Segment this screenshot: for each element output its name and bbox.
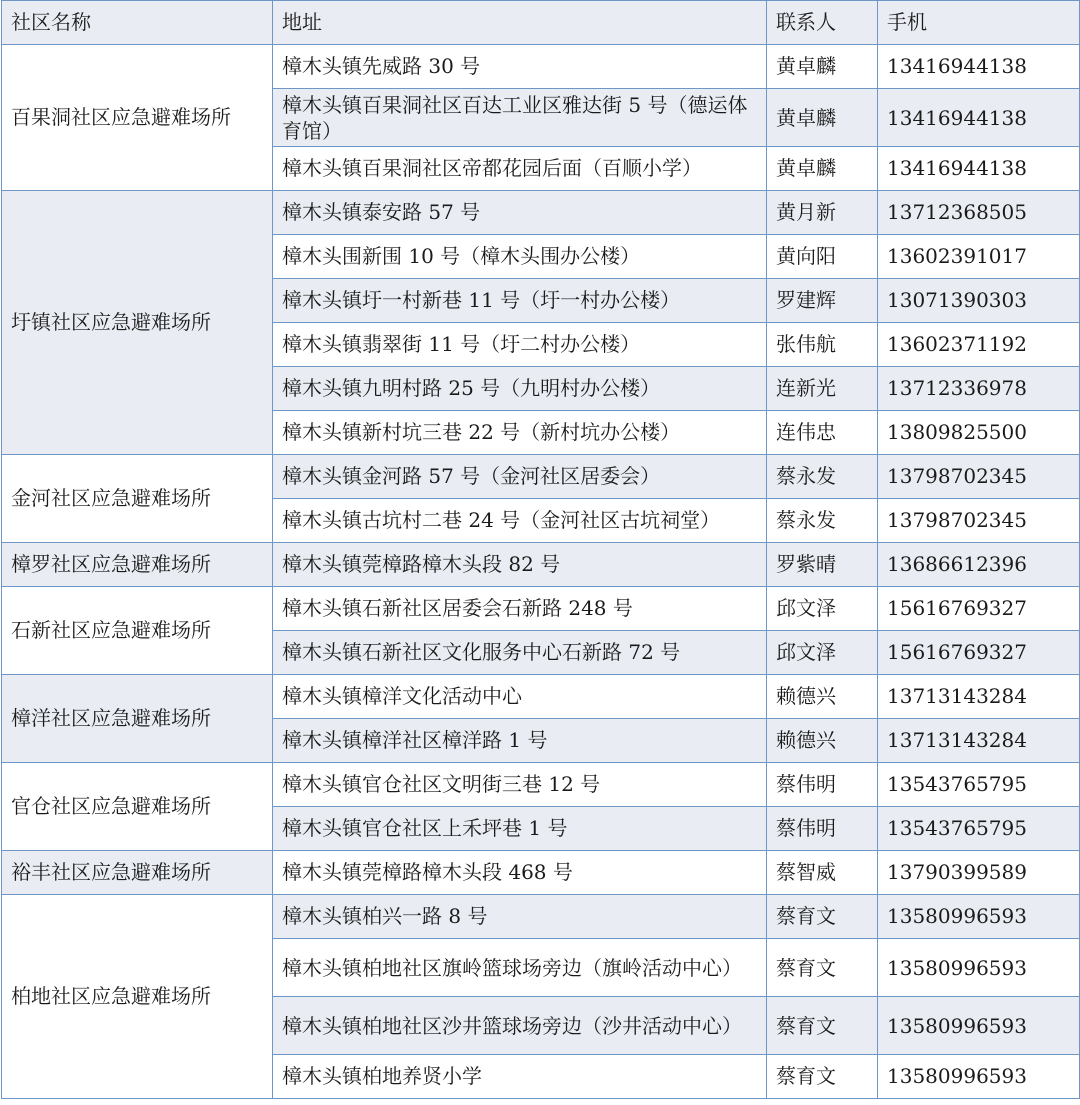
contact-cell: 张伟航 — [767, 323, 878, 367]
header-phone: 手机 — [878, 1, 1080, 45]
phone-cell: 13712368505 — [878, 191, 1080, 235]
address-cell: 樟木头镇柏地社区旗岭篮球场旁边（旗岭活动中心） — [273, 939, 767, 997]
phone-cell: 13071390303 — [878, 279, 1080, 323]
address-cell: 樟木头镇柏地养贤小学 — [273, 1055, 767, 1099]
contact-cell: 邱文泽 — [767, 631, 878, 675]
shelter-table — [1, 0, 1080, 1099]
table-header — [2, 1, 1080, 45]
header-row — [2, 1, 1080, 45]
table-row — [2, 455, 1080, 499]
address-cell: 樟木头镇樟洋文化活动中心 — [273, 675, 767, 719]
table-row — [2, 851, 1080, 895]
table-body — [2, 45, 1080, 1099]
table-row — [2, 191, 1080, 235]
header-address: 地址 — [273, 1, 767, 45]
address-cell: 樟木头镇官仓社区文明街三巷 12 号 — [273, 763, 767, 807]
contact-cell: 罗建辉 — [767, 279, 878, 323]
contact-cell: 邱文泽 — [767, 587, 878, 631]
contact-cell: 蔡永发 — [767, 499, 878, 543]
phone-cell: 13790399589 — [878, 851, 1080, 895]
phone-cell: 13713143284 — [878, 719, 1080, 763]
table-row — [2, 543, 1080, 587]
contact-cell: 黄卓麟 — [767, 89, 878, 147]
table-row — [2, 895, 1080, 939]
header-community: 社区名称 — [2, 1, 273, 45]
phone-cell: 15616769327 — [878, 587, 1080, 631]
phone-cell: 13798702345 — [878, 499, 1080, 543]
address-cell: 樟木头镇樟洋社区樟洋路 1 号 — [273, 719, 767, 763]
phone-cell: 13580996593 — [878, 997, 1080, 1055]
phone-cell: 13416944138 — [878, 89, 1080, 147]
address-cell: 樟木头镇柏地社区沙井篮球场旁边（沙井活动中心） — [273, 997, 767, 1055]
phone-cell: 13686612396 — [878, 543, 1080, 587]
address-cell: 樟木头镇泰安路 57 号 — [273, 191, 767, 235]
phone-cell: 13416944138 — [878, 147, 1080, 191]
address-cell: 樟木头镇翡翠街 11 号（圩二村办公楼） — [273, 323, 767, 367]
contact-cell: 赖德兴 — [767, 719, 878, 763]
address-cell: 樟木头镇石新社区文化服务中心石新路 72 号 — [273, 631, 767, 675]
contact-cell: 连新光 — [767, 367, 878, 411]
contact-cell: 蔡伟明 — [767, 763, 878, 807]
contact-cell: 蔡育文 — [767, 895, 878, 939]
table-row — [2, 45, 1080, 89]
phone-cell: 13580996593 — [878, 939, 1080, 997]
contact-cell: 罗紫晴 — [767, 543, 878, 587]
phone-cell: 13416944138 — [878, 45, 1080, 89]
contact-cell: 黄卓麟 — [767, 45, 878, 89]
address-cell: 樟木头镇金河路 57 号（金河社区居委会） — [273, 455, 767, 499]
address-cell: 樟木头镇官仓社区上禾坪巷 1 号 — [273, 807, 767, 851]
community-name-cell: 圩镇社区应急避难场所 — [2, 191, 273, 455]
contact-cell: 蔡育文 — [767, 939, 878, 997]
contact-cell: 黄向阳 — [767, 235, 878, 279]
community-name-cell: 樟洋社区应急避难场所 — [2, 675, 273, 763]
phone-cell: 13580996593 — [878, 895, 1080, 939]
address-cell: 樟木头镇古坑村二巷 24 号（金河社区古坑祠堂） — [273, 499, 767, 543]
phone-cell: 13798702345 — [878, 455, 1080, 499]
header-contact: 联系人 — [767, 1, 878, 45]
community-name-cell: 百果洞社区应急避难场所 — [2, 45, 273, 191]
community-name-cell: 裕丰社区应急避难场所 — [2, 851, 273, 895]
address-cell: 樟木头镇百果洞社区百达工业区雅达街 5 号（德运体育馆） — [273, 89, 767, 147]
contact-cell: 连伟忠 — [767, 411, 878, 455]
contact-cell: 蔡育文 — [767, 997, 878, 1055]
community-name-cell: 金河社区应急避难场所 — [2, 455, 273, 543]
phone-cell: 13543765795 — [878, 763, 1080, 807]
community-name-cell: 樟罗社区应急避难场所 — [2, 543, 273, 587]
phone-cell: 13602371192 — [878, 323, 1080, 367]
contact-cell: 蔡永发 — [767, 455, 878, 499]
address-cell: 樟木头镇百果洞社区帝都花园后面（百顺小学） — [273, 147, 767, 191]
phone-cell: 13602391017 — [878, 235, 1080, 279]
address-cell: 樟木头镇圩一村新巷 11 号（圩一村办公楼） — [273, 279, 767, 323]
table-row — [2, 587, 1080, 631]
contact-cell: 黄卓麟 — [767, 147, 878, 191]
phone-cell: 13580996593 — [878, 1055, 1080, 1099]
table-row — [2, 675, 1080, 719]
address-cell: 樟木头镇莞樟路樟木头段 82 号 — [273, 543, 767, 587]
community-name-cell: 柏地社区应急避难场所 — [2, 895, 273, 1099]
address-cell: 樟木头镇柏兴一路 8 号 — [273, 895, 767, 939]
address-cell: 樟木头镇九明村路 25 号（九明村办公楼） — [273, 367, 767, 411]
contact-cell: 黄月新 — [767, 191, 878, 235]
contact-cell: 蔡伟明 — [767, 807, 878, 851]
table-row — [2, 763, 1080, 807]
address-cell: 樟木头镇莞樟路樟木头段 468 号 — [273, 851, 767, 895]
phone-cell: 13809825500 — [878, 411, 1080, 455]
phone-cell: 13543765795 — [878, 807, 1080, 851]
contact-cell: 赖德兴 — [767, 675, 878, 719]
address-cell: 樟木头镇先威路 30 号 — [273, 45, 767, 89]
community-name-cell: 官仓社区应急避难场所 — [2, 763, 273, 851]
community-name-cell: 石新社区应急避难场所 — [2, 587, 273, 675]
phone-cell: 13713143284 — [878, 675, 1080, 719]
contact-cell: 蔡育文 — [767, 1055, 878, 1099]
phone-cell: 15616769327 — [878, 631, 1080, 675]
address-cell: 樟木头镇新村坑三巷 22 号（新村坑办公楼） — [273, 411, 767, 455]
address-cell: 樟木头围新围 10 号（樟木头围办公楼） — [273, 235, 767, 279]
address-cell: 樟木头镇石新社区居委会石新路 248 号 — [273, 587, 767, 631]
contact-cell: 蔡智威 — [767, 851, 878, 895]
phone-cell: 13712336978 — [878, 367, 1080, 411]
